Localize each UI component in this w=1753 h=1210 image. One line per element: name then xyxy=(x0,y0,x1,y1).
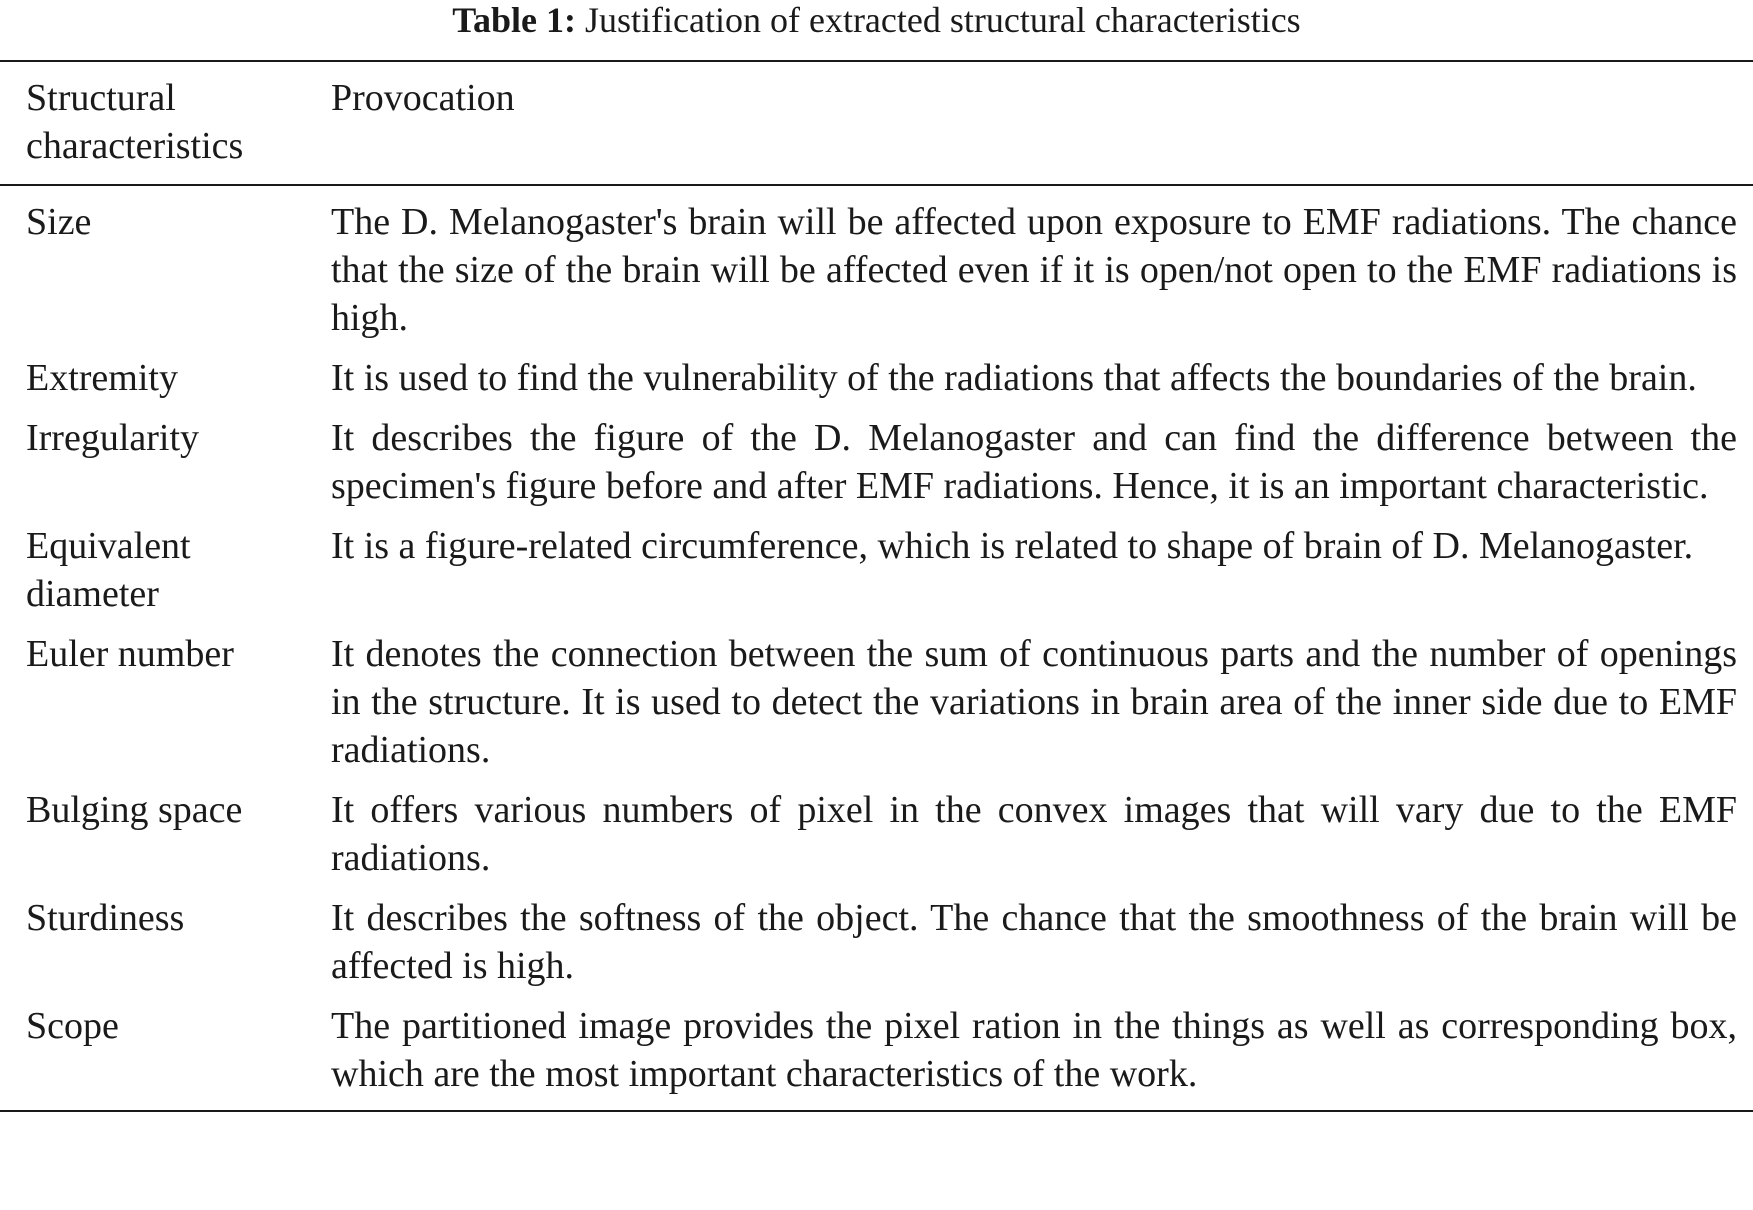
table-row xyxy=(0,894,1753,990)
characteristic-cell: Sturdiness xyxy=(26,897,185,939)
table-header-row xyxy=(0,62,1753,186)
table-row xyxy=(0,522,1753,618)
table-caption-text: Justification of extracted structural characteristics xyxy=(585,0,1301,40)
table-row xyxy=(0,414,1753,510)
table-caption-label: Table 1: xyxy=(452,0,576,40)
table-row xyxy=(0,786,1753,882)
provocation-cell: The D. Melanogaster's brain will be affected upon exposure to EMF radiations. The chance that the size of the brain will be affected even if it is open/not open to the EMF radiations is high. xyxy=(331,201,1737,339)
table-row xyxy=(0,630,1753,774)
provocation-cell: It is used to find the vulnerability of the radiations that affects the boundaries of the brain. xyxy=(331,357,1697,399)
table-row xyxy=(0,198,1753,342)
characteristic-cell: Equivalent diameter xyxy=(26,525,191,615)
table-caption xyxy=(0,0,1753,40)
table-row xyxy=(0,354,1753,402)
table-row xyxy=(0,1002,1753,1098)
table-body xyxy=(0,186,1753,1098)
provocation-cell: It describes the softness of the object. The chance that the smoothness of the brain will be affected is high. xyxy=(331,897,1737,987)
characteristic-cell: Size xyxy=(26,201,92,243)
provocation-cell: It denotes the connection between the sum of continuous parts and the number of openings in the structure. It is used to detect the variations in brain area of the inner side due to EMF radiations. xyxy=(331,633,1737,771)
header-structural-characteristics: Structural characteristics xyxy=(26,77,244,167)
characteristic-cell: Extremity xyxy=(26,357,178,399)
provocation-cell: The partitioned image provides the pixel ration in the things as well as corresponding box, which are the most important characteristics of the work. xyxy=(331,1005,1737,1095)
characteristic-cell: Scope xyxy=(26,1005,119,1047)
provocation-cell: It offers various numbers of pixel in the convex images that will vary due to the EMF radiations. xyxy=(331,789,1737,879)
characteristic-cell: Bulging space xyxy=(26,789,243,831)
provocation-cell: It is a figure-related circumference, which is related to shape of brain of D. Melanogaster. xyxy=(331,525,1694,567)
characteristic-cell: Euler number xyxy=(26,633,234,675)
characteristics-table xyxy=(0,60,1753,1112)
header-provocation: Provocation xyxy=(331,77,515,119)
characteristic-cell: Irregularity xyxy=(26,417,200,459)
provocation-cell: It describes the figure of the D. Melanogaster and can find the difference between the specimen's figure before and after EMF radiations. Hence, it is an important characteristic. xyxy=(331,417,1737,507)
